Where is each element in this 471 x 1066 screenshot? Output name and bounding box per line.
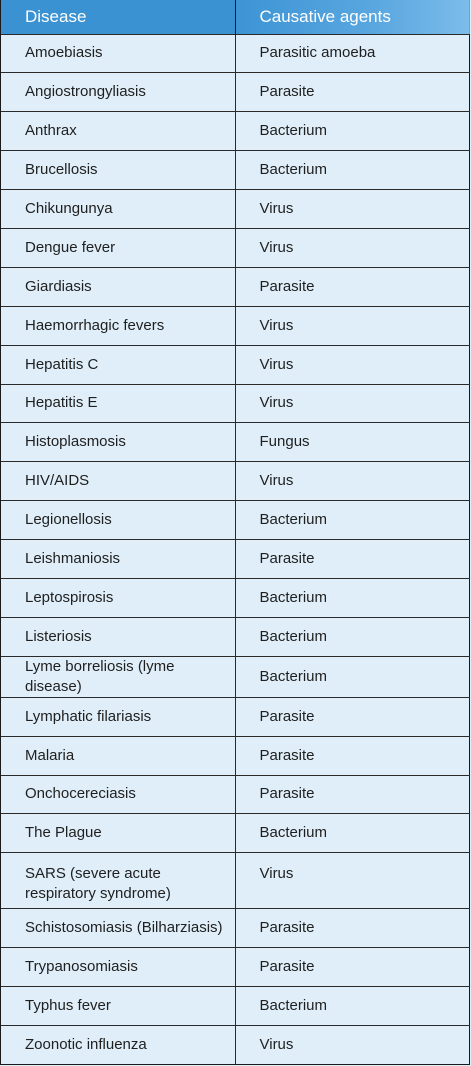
table-row [1,34,470,73]
causative-agent-cell: Virus [235,384,470,423]
header-causative-agents: Causative agents [235,0,470,34]
disease-cell: Chikungunya [1,190,235,229]
disease-cell: Trypanosomiasis [1,948,235,987]
causative-agent-cell: Parasite [235,736,470,775]
disease-cell: The Plague [1,814,235,853]
table-row [1,112,470,151]
causative-agent-cell: Bacterium [235,151,470,190]
disease-cell: Legionellosis [1,501,235,540]
table-row [1,73,470,112]
causative-agent-cell: Bacterium [235,578,470,617]
causative-agent-cell: Virus [235,462,470,501]
causative-agent-cell: Bacterium [235,501,470,540]
causative-agent-cell: Parasite [235,267,470,306]
disease-cell: Hepatitis C [1,345,235,384]
disease-cell: Angiostrongyliasis [1,73,235,112]
causative-agent-cell: Virus [235,345,470,384]
table-header [1,0,470,34]
table-row [1,853,470,909]
causative-agent-cell: Parasite [235,775,470,814]
table-row [1,501,470,540]
table-row [1,190,470,229]
table-row [1,540,470,579]
causative-agent-cell: Fungus [235,423,470,462]
disease-cell: Typhus fever [1,987,235,1026]
disease-cell: Haemorrhagic fevers [1,306,235,345]
disease-cell: Leptospirosis [1,578,235,617]
table-row [1,228,470,267]
table-row [1,345,470,384]
disease-cell: SARS (severe acute respiratory syndrome) [1,853,235,909]
table-row [1,987,470,1026]
causative-agent-cell: Parasite [235,948,470,987]
table-row [1,736,470,775]
causative-agent-cell: Parasite [235,909,470,948]
table-row [1,267,470,306]
disease-cell: Malaria [1,736,235,775]
disease-cell: Listeriosis [1,617,235,656]
causative-agent-cell: Parasite [235,697,470,736]
disease-cell: Hepatitis E [1,384,235,423]
table-body [1,34,470,1064]
causative-agent-cell: Virus [235,1025,470,1064]
disease-cell: Dengue fever [1,228,235,267]
disease-cell: Amoebiasis [1,34,235,73]
header-row [1,0,470,34]
table-row [1,578,470,617]
table-row [1,384,470,423]
table-row [1,423,470,462]
causative-agent-cell: Parasitic amoeba [235,34,470,73]
table-row [1,909,470,948]
table-row [1,1025,470,1064]
disease-cell: Schistosomiasis (Bilharziasis) [1,909,235,948]
disease-cell: Giardiasis [1,267,235,306]
disease-cell: Leishmaniosis [1,540,235,579]
table-row [1,617,470,656]
table-row [1,656,470,697]
disease-cell: HIV/AIDS [1,462,235,501]
causative-agent-cell: Virus [235,853,470,909]
table-row [1,775,470,814]
causative-agent-cell: Bacterium [235,814,470,853]
table-row [1,462,470,501]
disease-table [1,0,470,1064]
causative-agent-cell: Bacterium [235,987,470,1026]
disease-cell: Lymphatic filariasis [1,697,235,736]
disease-cell: Anthrax [1,112,235,151]
table-row [1,697,470,736]
disease-cell: Onchocereciasis [1,775,235,814]
causative-agent-cell: Parasite [235,540,470,579]
table-row [1,306,470,345]
disease-cell: Lyme borreliosis (lyme disease) [1,656,235,697]
table-row [1,948,470,987]
table-row [1,151,470,190]
header-disease: Disease [1,0,235,34]
causative-agent-cell: Virus [235,228,470,267]
causative-agent-cell: Bacterium [235,656,470,697]
causative-agent-cell: Bacterium [235,617,470,656]
disease-cell: Brucellosis [1,151,235,190]
causative-agent-cell: Virus [235,190,470,229]
causative-agent-cell: Parasite [235,73,470,112]
causative-agent-cell: Bacterium [235,112,470,151]
disease-cell: Zoonotic influenza [1,1025,235,1064]
causative-agent-cell: Virus [235,306,470,345]
disease-cell: Histoplasmosis [1,423,235,462]
table-row [1,814,470,853]
